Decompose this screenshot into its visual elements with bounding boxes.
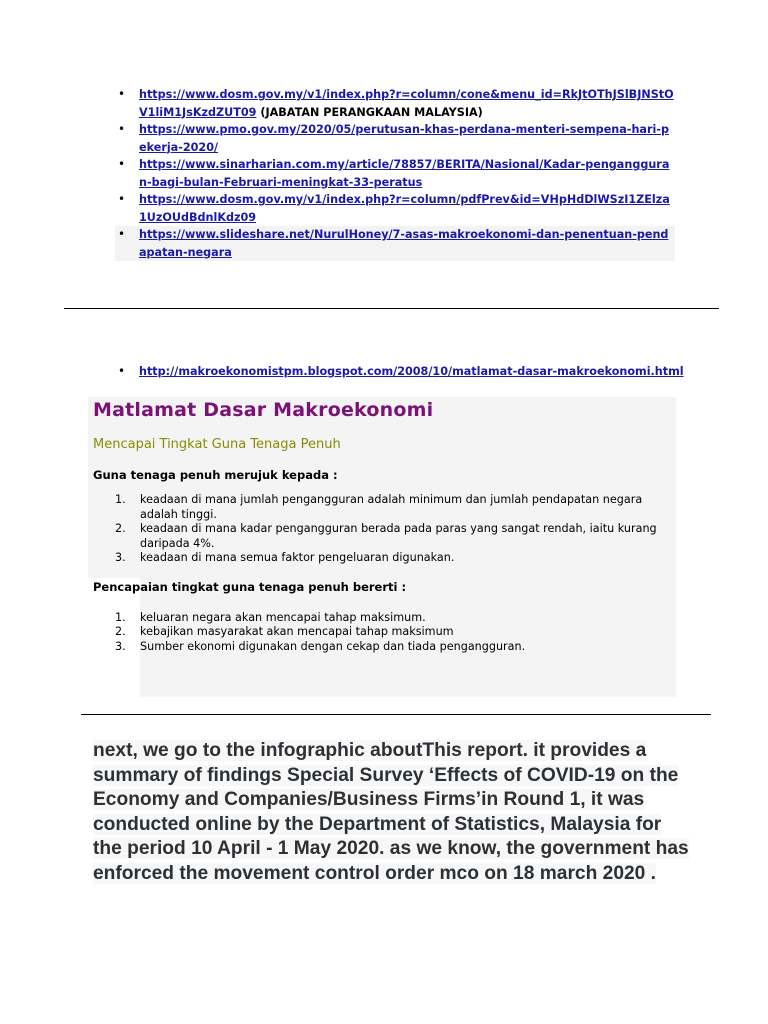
horizontal-divider bbox=[81, 714, 711, 715]
article-intro-2: Pencapaian tingkat guna tenaga penuh bererti : bbox=[93, 579, 407, 594]
link-sinarharian[interactable]: https://www.sinarharian.com.my/article/78857/BERITA/Nasional/Kadar-pengangguran-bagi-bulan-Februari-meningkat-33-peratus bbox=[139, 158, 670, 189]
item-text: kebajikan masyarakat akan mencapai tahap maksimum bbox=[140, 625, 454, 638]
link-blogspot[interactable]: http://makroekonomistpm.blogspot.com/2008/10/matlamat-dasar-makroekonomi.html bbox=[139, 365, 684, 378]
list-item bbox=[115, 121, 675, 156]
article-excerpt bbox=[93, 397, 673, 654]
list-item bbox=[115, 191, 675, 226]
item-number: 1. bbox=[115, 610, 126, 624]
bullet-icon: • bbox=[118, 157, 126, 171]
list-item bbox=[115, 363, 685, 381]
meaning-list bbox=[93, 611, 658, 655]
link-dosm-cone[interactable]: https://www.dosm.gov.my/v1/index.php?r=column/cone&menu_id=RkJtOThJSlBJNStOV1liM1JsKzdZUT09 bbox=[139, 88, 674, 119]
list-item bbox=[93, 640, 658, 655]
reference-link-list bbox=[115, 86, 675, 261]
bullet-icon: • bbox=[118, 227, 126, 241]
link-slideshare[interactable]: https://www.slideshare.net/NurulHoney/7-asas-makroekonomi-dan-penentuan-pendapatan-negara bbox=[139, 228, 669, 259]
bullet-icon: • bbox=[118, 87, 126, 101]
link-dosm-pdf[interactable]: https://www.dosm.gov.my/v1/index.php?r=column/pdfPrev&id=VHpHdDlWSzI1ZElza1UzOUdBdnlKdz09 bbox=[139, 193, 670, 224]
definition-list bbox=[93, 493, 658, 566]
list-item bbox=[115, 86, 675, 121]
link-pmo[interactable]: https://www.pmo.gov.my/2020/05/perutusan-khas-perdana-menteri-sempena-hari-pekerja-2020/ bbox=[139, 123, 669, 154]
summary-paragraph bbox=[93, 739, 693, 886]
item-text: Sumber ekonomi digunakan dengan cekap dan tiada pengangguran. bbox=[140, 639, 526, 653]
blog-link-list bbox=[115, 363, 685, 381]
article-title: Matlamat Dasar Makroekonomi bbox=[93, 399, 434, 421]
item-text: keadaan di mana kadar pengangguran berada pada paras yang sangat rendah, iaitu kurang daripada 4%. bbox=[140, 522, 657, 550]
item-number: 2. bbox=[115, 522, 126, 535]
list-item bbox=[93, 522, 658, 551]
item-text: keadaan di mana semua faktor pengeluaran digunakan. bbox=[140, 551, 455, 564]
list-item bbox=[115, 226, 675, 261]
summary-text: next, we go to the infographic aboutThis report. it provides a summary of findings Special Survey ‘Effects of COVID-19 on the Economy and Companies/Business Firms’in Round 1, it was conducted online by the Department of Statistics, Malaysia for the period 10 April - 1 May 2020. as we know, the government has enforced the movement control order mco on 18 march 2020 . bbox=[93, 740, 689, 884]
item-number: 1. bbox=[115, 493, 126, 506]
blog-link-section bbox=[115, 363, 685, 381]
list-item bbox=[93, 625, 658, 640]
item-text: keadaan di mana jumlah pengangguran adalah minimum dan jumlah pendapatan negara adalah tinggi. bbox=[140, 493, 643, 521]
item-text: keluaran negara akan mencapai tahap maksimum. bbox=[140, 610, 426, 624]
list-item bbox=[93, 551, 658, 566]
list-item bbox=[93, 493, 658, 522]
bullet-icon: • bbox=[118, 192, 126, 206]
list-item bbox=[115, 156, 675, 191]
horizontal-divider bbox=[64, 308, 719, 309]
link-note: (JABATAN PERANGKAAN MALAYSIA) bbox=[256, 105, 483, 119]
item-number: 3. bbox=[115, 639, 126, 653]
bullet-icon: • bbox=[118, 364, 126, 378]
item-number: 2. bbox=[115, 625, 126, 638]
reference-links-section bbox=[115, 86, 675, 261]
article-subtitle: Mencapai Tingkat Guna Tenaga Penuh bbox=[93, 437, 341, 452]
item-number: 3. bbox=[115, 551, 126, 564]
list-item bbox=[93, 611, 658, 626]
article-intro: Guna tenaga penuh merujuk kepada : bbox=[93, 468, 338, 482]
bullet-icon: • bbox=[118, 122, 126, 136]
